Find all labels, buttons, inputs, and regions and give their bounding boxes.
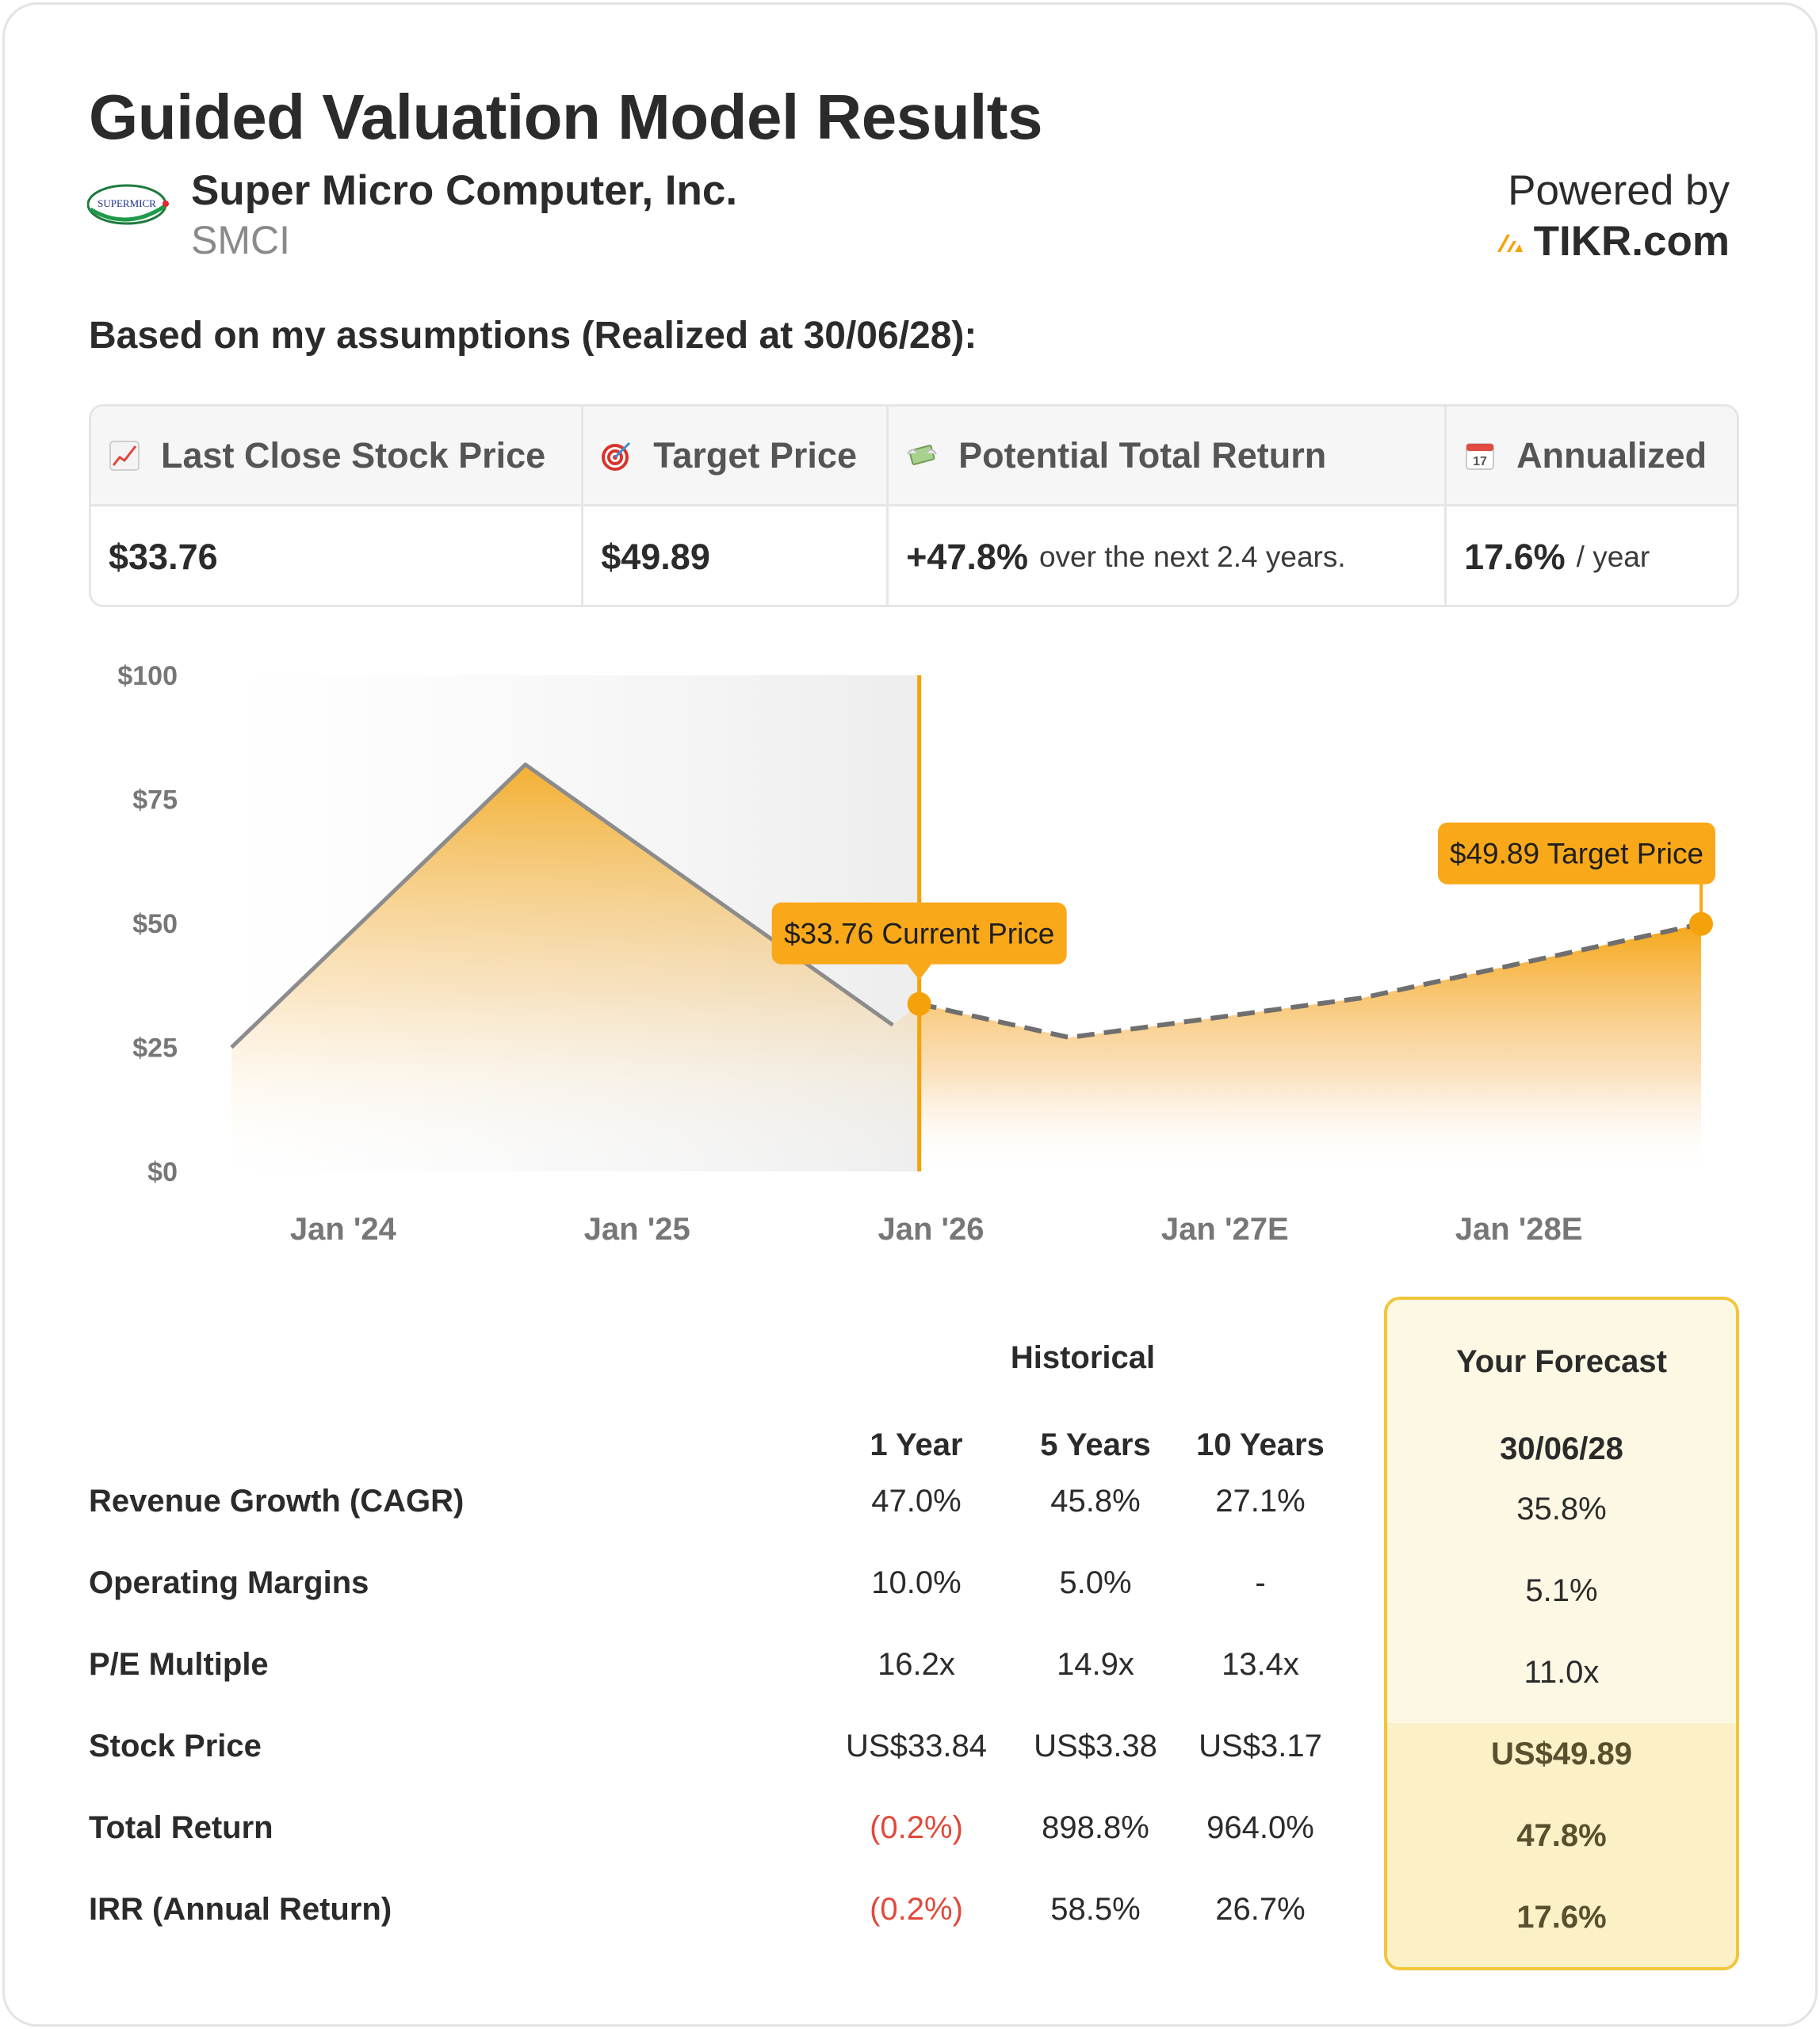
calendar-icon <box>1464 440 1496 472</box>
x-tick-label: Jan '24 <box>289 1212 396 1247</box>
results-card <box>2 2 1818 2027</box>
forecast-heading: Your Forecast <box>1456 1344 1667 1379</box>
historical-col-header: 1 Year <box>870 1427 963 1462</box>
metric-cell: 58.5% <box>1050 1892 1141 1927</box>
metric-label: P/E Multiple <box>89 1647 269 1682</box>
metric-cell: 45.8% <box>1050 1484 1141 1519</box>
forecast-cell: 5.1% <box>1525 1573 1598 1608</box>
forecast-panel <box>1384 1297 1739 1970</box>
svg-text:SUPERMICR: SUPERMICR <box>98 197 156 209</box>
company-ticker: SMCI <box>191 218 290 262</box>
target-price-marker <box>1689 912 1713 936</box>
summary-target: Target Price $49.89 <box>583 407 889 605</box>
assumptions-heading: Based on my assumptions (Realized at 30/06/28): <box>89 315 977 357</box>
metric-cell: US$3.38 <box>1034 1729 1157 1763</box>
chart-increasing-icon <box>109 440 140 472</box>
x-tick-label: Jan '25 <box>583 1212 690 1247</box>
company-name: Super Micro Computer, Inc. <box>191 167 738 214</box>
y-tick-label: $25 <box>132 1033 178 1064</box>
summary-total-return: Potential Total Return +47.8% over the next 2.4 years. <box>889 407 1447 605</box>
annualized-value: 17.6% <box>1464 536 1566 577</box>
metric-cell: 964.0% <box>1206 1810 1314 1845</box>
y-tick-label: $75 <box>132 785 178 816</box>
metric-label: Total Return <box>89 1810 273 1845</box>
summary-annualized: 17 Annualized 17.6% / year <box>1447 407 1737 605</box>
tikr-brand-text: TIKR.com <box>1533 218 1730 265</box>
forecast-cell: 35.8% <box>1516 1492 1607 1527</box>
target-price-callout <box>1438 823 1715 924</box>
metric-cell: 14.9x <box>1057 1647 1134 1682</box>
forecast-date: 30/06/28 <box>1500 1431 1623 1466</box>
powered-by-label: Powered by <box>1508 167 1730 214</box>
metric-cell: 47.0% <box>871 1484 962 1519</box>
y-tick-label: $0 <box>147 1157 178 1187</box>
metric-cell: 16.2x <box>878 1647 955 1682</box>
forecast-cell: 11.0x <box>1524 1655 1600 1690</box>
target-price-value: $49.89 <box>601 536 710 577</box>
target-price-label: $49.89 Target Price <box>1449 837 1704 870</box>
tikr-brand[interactable] <box>1496 217 1730 266</box>
last-close-value: $33.76 <box>109 536 218 577</box>
forecast-cell: 47.8% <box>1516 1818 1607 1853</box>
current-price-marker <box>908 992 931 1016</box>
metric-cell: 898.8% <box>1042 1810 1149 1845</box>
metric-label: Stock Price <box>89 1729 262 1763</box>
company-logo <box>87 182 171 227</box>
metric-cell: US$33.84 <box>846 1729 987 1763</box>
metric-cell: (0.2%) <box>870 1892 963 1927</box>
x-tick-label: Jan '28E <box>1455 1212 1583 1247</box>
metric-label: Revenue Growth (CAGR) <box>89 1484 465 1519</box>
forecast-cell: 17.6% <box>1516 1900 1607 1935</box>
annualized-suffix: / year <box>1576 540 1650 573</box>
x-tick-label: Jan '27E <box>1160 1212 1289 1247</box>
historical-col-header: 5 Years <box>1040 1427 1151 1462</box>
target-icon <box>601 440 633 472</box>
svg-text:17: 17 <box>1473 454 1487 468</box>
metric-cell: 26.7% <box>1215 1892 1306 1927</box>
total-return-suffix: over the next 2.4 years. <box>1038 540 1346 573</box>
tikr-logo-icon <box>1496 230 1524 254</box>
metric-cell: 5.0% <box>1059 1565 1132 1600</box>
metric-cell: 13.4x <box>1222 1647 1299 1682</box>
metric-label: Operating Margins <box>89 1565 369 1600</box>
price-chart <box>5 639 1820 1273</box>
historical-heading: Historical <box>1010 1340 1156 1375</box>
summary-last-close: Last Close Stock Price $33.76 <box>91 407 583 605</box>
current-price-label: $33.76 Current Price <box>783 917 1055 950</box>
metric-label: IRR (Annual Return) <box>89 1892 392 1927</box>
metric-cell: US$3.17 <box>1199 1729 1322 1763</box>
summary-table <box>89 404 1739 607</box>
metric-cell: - <box>1255 1565 1266 1600</box>
total-return-value: +47.8% <box>906 536 1028 577</box>
historical-col-header: 10 Years <box>1196 1427 1325 1462</box>
x-tick-label: Jan '26 <box>878 1212 985 1247</box>
metric-cell: 10.0% <box>871 1565 962 1600</box>
money-wings-icon <box>906 440 938 472</box>
y-tick-label: $100 <box>117 661 178 691</box>
metric-cell: 27.1% <box>1215 1484 1306 1519</box>
forecast-cell: US$49.89 <box>1491 1737 1632 1771</box>
metric-cell: (0.2%) <box>870 1810 963 1845</box>
y-tick-label: $50 <box>132 909 178 939</box>
page-title: Guided Valuation Model Results <box>89 82 1042 152</box>
